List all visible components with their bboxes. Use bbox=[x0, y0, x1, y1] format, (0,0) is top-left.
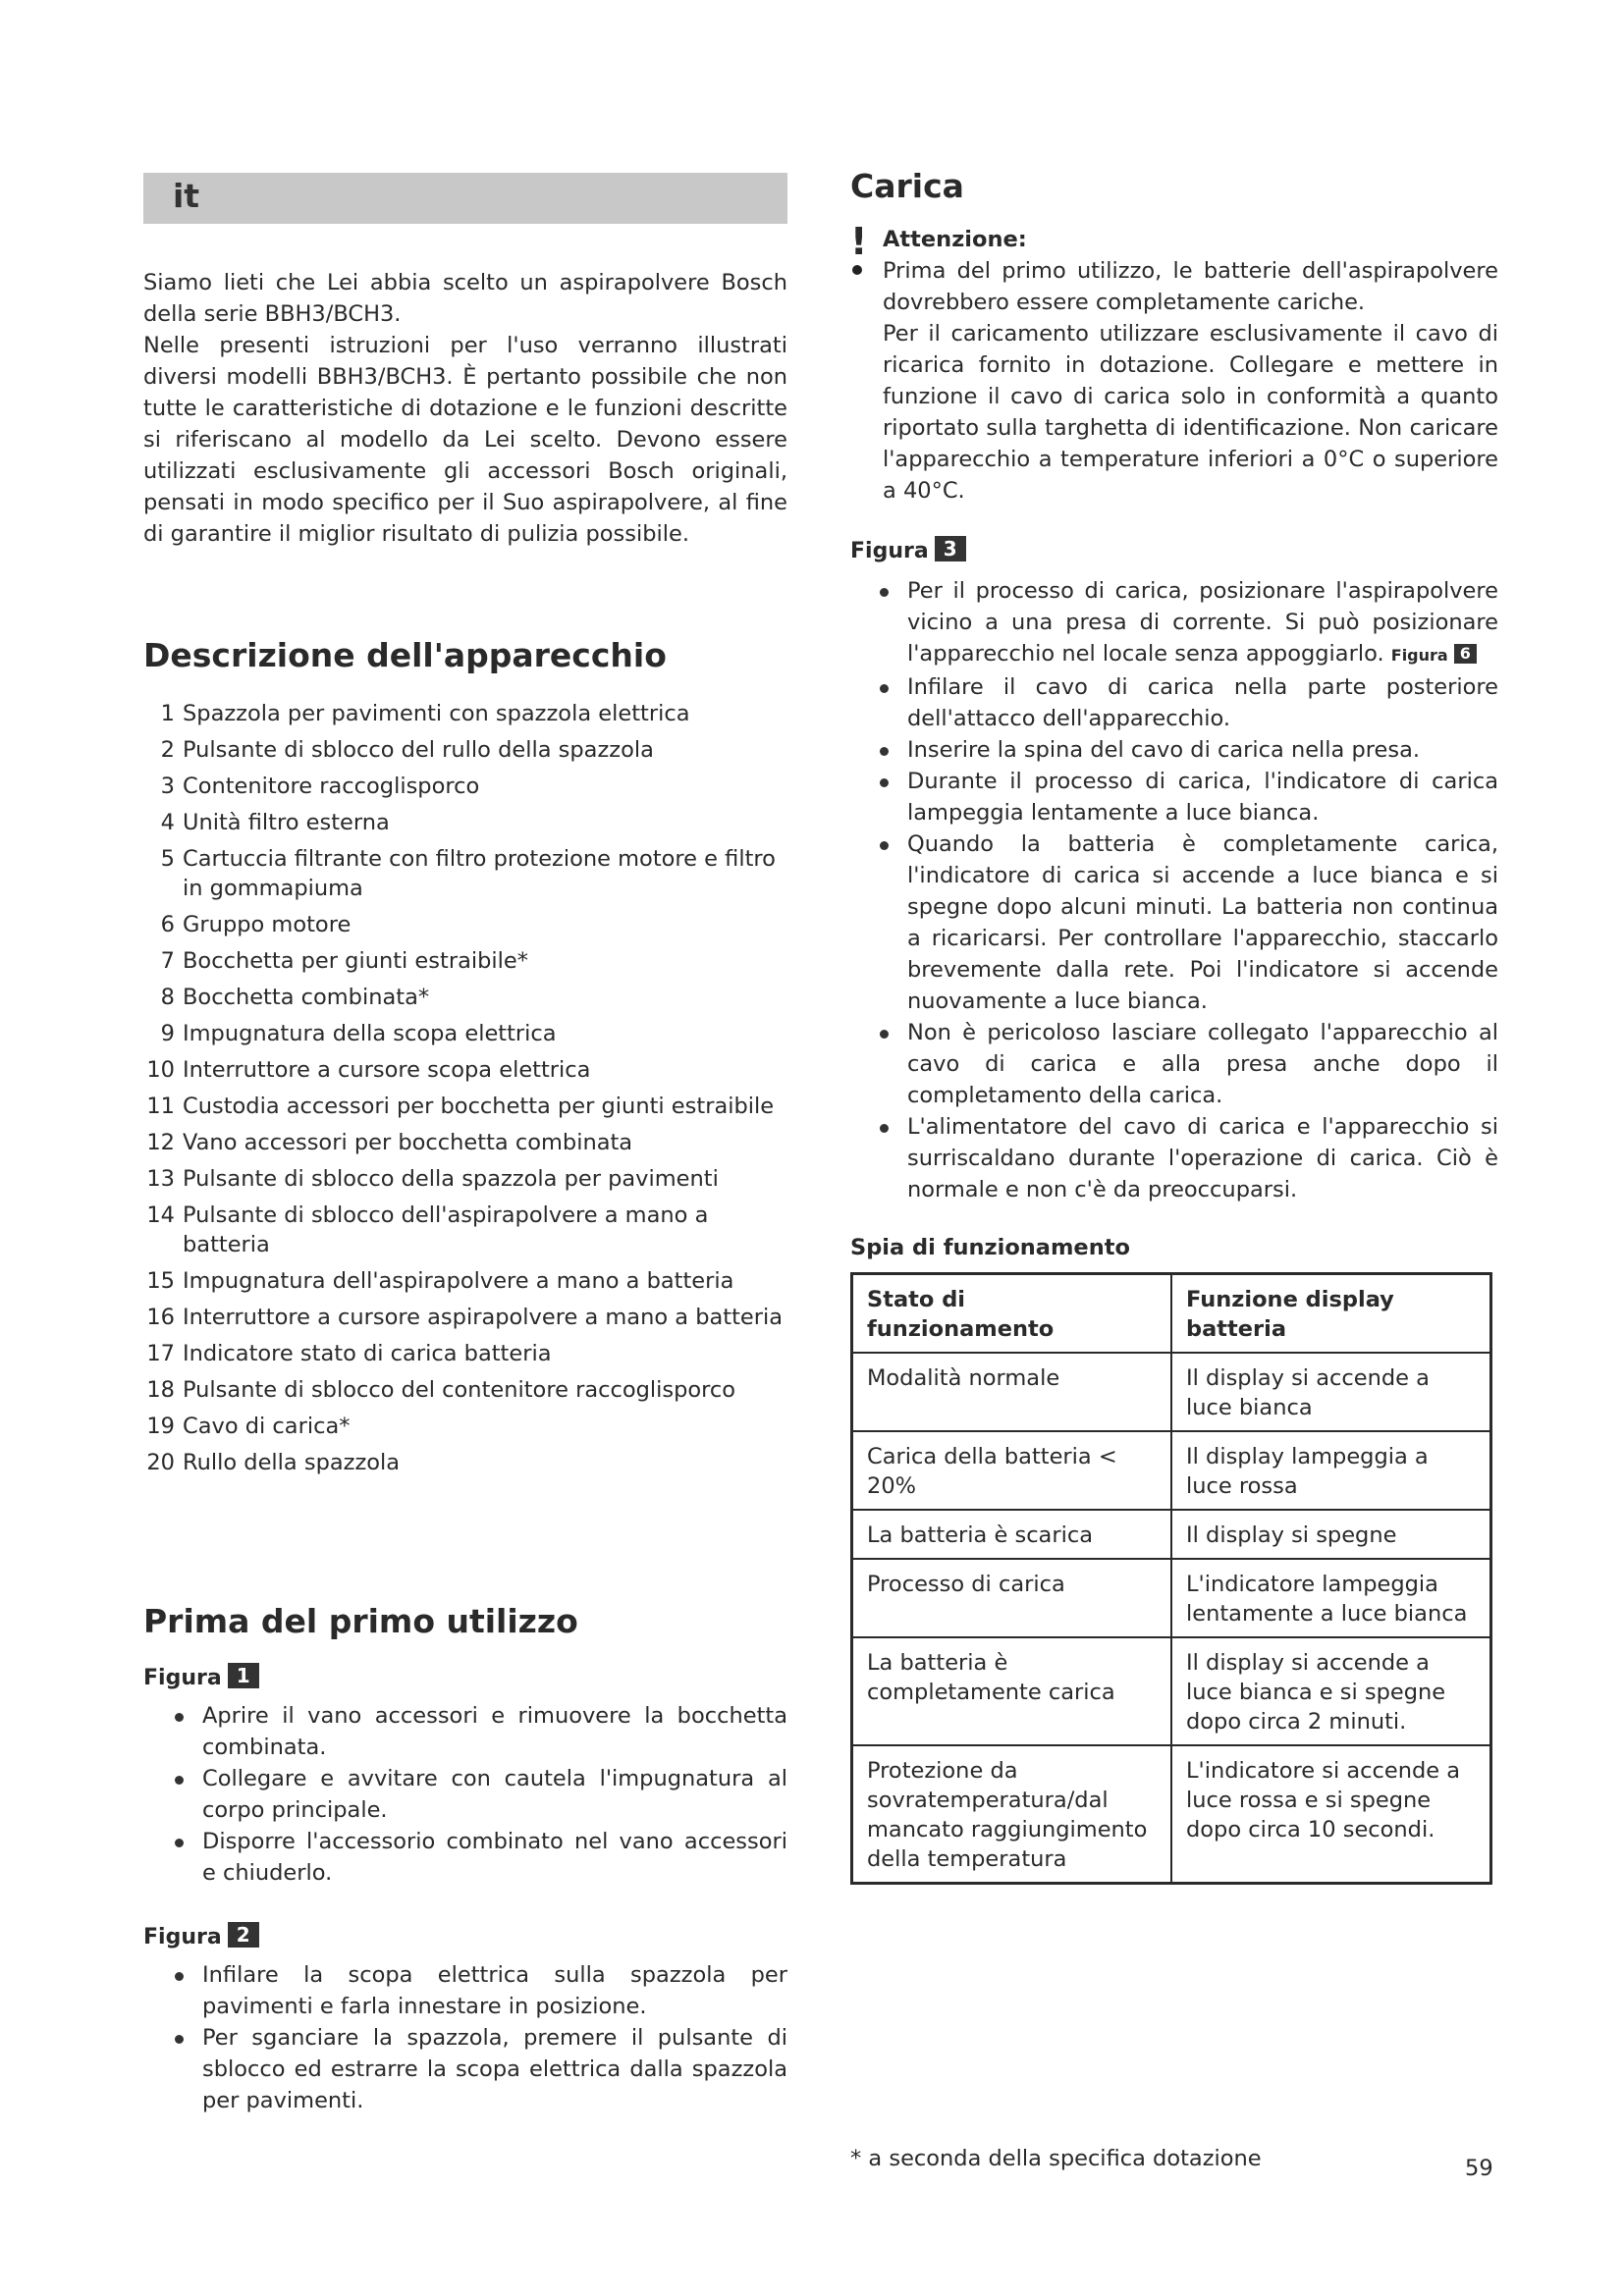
table-cell-display: L'indicatore lampeggia lentamente a luce bianca bbox=[1171, 1559, 1491, 1637]
item-number: 2 bbox=[160, 737, 175, 763]
figure-1-label: Figura 1 bbox=[143, 1663, 259, 1690]
list-item: Per il processo di carica, posizionare l'aspirapolvere vicino a una presa di corrente. Si può posizionare l'apparecchio nel locale senza appoggiarlo. Figura 6 bbox=[876, 575, 1498, 671]
figure-3-label: Figura 3 bbox=[850, 536, 966, 563]
list-item bbox=[143, 1266, 787, 1296]
figure-1-bullets bbox=[171, 1700, 787, 1889]
list-item bbox=[143, 1339, 787, 1368]
list-item: Aprire il vano accessori e rimuovere la bocchetta combinata. bbox=[171, 1700, 787, 1763]
status-table-body bbox=[852, 1353, 1491, 1884]
table-row bbox=[852, 1510, 1491, 1559]
list-item: Disporre l'accessorio combinato nel vano accessori e chiuderlo. bbox=[171, 1826, 787, 1889]
list-item bbox=[143, 1164, 787, 1194]
item-number: 15 bbox=[146, 1268, 175, 1294]
item-text: Pulsante di sblocco dell'aspirapolvere a mano a batteria bbox=[183, 1202, 709, 1257]
item-number: 7 bbox=[160, 948, 175, 974]
list-item bbox=[143, 844, 787, 903]
item-text: Rullo della spazzola bbox=[183, 1450, 401, 1475]
list-item: Durante il processo di carica, l'indicatore di carica lampeggia lentamente a luce bianca. bbox=[876, 766, 1498, 828]
table-row bbox=[852, 1637, 1491, 1745]
table-row bbox=[852, 1431, 1491, 1510]
table-row bbox=[852, 1353, 1491, 1431]
item-text: Interruttore a cursore aspirapolvere a mano a batteria bbox=[183, 1305, 784, 1330]
list-item bbox=[143, 1412, 787, 1441]
item-number: 3 bbox=[160, 774, 175, 799]
list-item bbox=[143, 772, 787, 801]
item-number: 10 bbox=[146, 1057, 175, 1083]
table-header-row bbox=[852, 1274, 1491, 1354]
item-text: Impugnatura della scopa elettrica bbox=[183, 1021, 557, 1046]
item-number: 6 bbox=[160, 912, 175, 937]
list-item bbox=[143, 808, 787, 837]
list-item bbox=[143, 1375, 787, 1405]
item-text: Spazzola per pavimenti con spazzola elettrica bbox=[183, 701, 690, 726]
item-text: Cavo di carica* bbox=[183, 1414, 351, 1439]
list-item: Inserire la spina del cavo di carica nella presa. bbox=[876, 734, 1498, 766]
figure-3-number: 3 bbox=[935, 536, 966, 561]
list-item bbox=[143, 1055, 787, 1085]
attention-box bbox=[850, 220, 1498, 507]
figure-6-label: Figura bbox=[1390, 646, 1448, 665]
figure-2-bullets bbox=[171, 1959, 787, 2116]
table-cell-state: Carica della batteria < 20% bbox=[852, 1431, 1172, 1510]
list-item bbox=[143, 1019, 787, 1048]
intro-paragraph-1: Siamo lieti che Lei abbia scelto un aspirapolvere Bosch della serie BBH3/BCH3. bbox=[143, 270, 787, 327]
item-number: 20 bbox=[146, 1450, 175, 1475]
item-text: Impugnatura dell'aspirapolvere a mano a batteria bbox=[183, 1268, 734, 1294]
item-number: 8 bbox=[160, 985, 175, 1010]
list-item bbox=[143, 1092, 787, 1121]
item-text: Bocchetta per giunti estraibile* bbox=[183, 948, 528, 974]
table-row bbox=[852, 1559, 1491, 1637]
first-use-heading: Prima del primo utilizzo bbox=[143, 1602, 578, 1640]
table-cell-state: La batteria è completamente carica bbox=[852, 1637, 1172, 1745]
item-text: Indicatore stato di carica batteria bbox=[183, 1341, 552, 1366]
item-number: 1 bbox=[160, 701, 175, 726]
footnote: * a seconda della specifica dotazione bbox=[850, 2146, 1262, 2171]
figure-2-number: 2 bbox=[228, 1922, 259, 1948]
list-item bbox=[143, 910, 787, 939]
description-heading: Descrizione dell'apparecchio bbox=[143, 636, 667, 674]
table-cell-state: Processo di carica bbox=[852, 1559, 1172, 1637]
figure-1-number: 1 bbox=[228, 1663, 259, 1688]
intro-paragraph-2: Nelle presenti istruzioni per l'uso verranno illustrati diversi modelli BBH3/BCH3. È pertanto possibile che non tutte le caratteristiche di dotazione e le funzioni descritte si riferiscano al modello da Lei scelto. Devono essere utilizzati esclusivamente gli accessori Bosch originali, pensati in modo specifico per il Suo aspirapolvere, al fine di garantire il miglior risultato di pulizia possibile. bbox=[143, 333, 787, 547]
list-item bbox=[143, 699, 787, 728]
warning-icon: ! bbox=[850, 220, 868, 263]
item-number: 16 bbox=[146, 1305, 175, 1330]
table-cell-state: Protezione da sovratemperatura/dal mancato raggiungimento della temperatura bbox=[852, 1745, 1172, 1884]
item-number: 4 bbox=[160, 810, 175, 835]
page-number: 59 bbox=[1465, 2156, 1493, 2181]
item-text: Custodia accessori per bocchetta per giunti estraibile bbox=[183, 1094, 775, 1119]
figure-6-number: 6 bbox=[1454, 644, 1477, 664]
item-number: 11 bbox=[146, 1094, 175, 1119]
figure-2-label: Figura 2 bbox=[143, 1922, 259, 1949]
item-number: 12 bbox=[146, 1130, 175, 1155]
list-item bbox=[143, 1201, 787, 1259]
list-item bbox=[143, 1303, 787, 1332]
list-item bbox=[143, 946, 787, 976]
item-number: 19 bbox=[146, 1414, 175, 1439]
description-list bbox=[143, 699, 787, 1484]
table-cell-state: Modalità normale bbox=[852, 1353, 1172, 1431]
list-item: Infilare la scopa elettrica sulla spazzola per pavimenti e farla innestare in posizione. bbox=[171, 1959, 787, 2022]
list-item: L'alimentatore del cavo di carica e l'apparecchio si surriscaldano durante l'operazione di carica. Ciò è normale e non c'è da preoccuparsi. bbox=[876, 1111, 1498, 1205]
item-text: Gruppo motore bbox=[183, 912, 352, 937]
table-row bbox=[852, 1745, 1491, 1884]
charge-bullets bbox=[876, 575, 1498, 1205]
table-cell-display: L'indicatore si accende a luce rossa e si spegne dopo circa 10 secondi. bbox=[1171, 1745, 1491, 1884]
warning-dot-icon bbox=[852, 265, 862, 275]
attention-title: Attenzione: bbox=[883, 227, 1027, 252]
intro-text bbox=[143, 267, 787, 550]
list-item bbox=[143, 983, 787, 1012]
list-item bbox=[143, 1128, 787, 1157]
item-text: Interruttore a cursore scopa elettrica bbox=[183, 1057, 591, 1083]
language-tag: it bbox=[173, 177, 200, 215]
attention-text-2: Per il caricamento utilizzare esclusivamente il cavo di ricarica fornito in dotazione. Collegare e mettere in funzione il cavo di carica solo in conformità a quanto riportato sulla targhetta di identificazione. Non caricare l'apparecchio a temperature inferiori a 0°C o superiore a 40°C. bbox=[883, 321, 1498, 504]
item-text: Bocchetta combinata* bbox=[183, 985, 430, 1010]
list-item: Quando la batteria è completamente carica, l'indicatore di carica si accende a luce bianca e si spegne dopo alcuni minuti. La batteria non continua a ricaricarsi. Per controllare l'apparecchio, staccarlo brevemente dalla rete. Poi l'indicatore si accende nuovamente a luce bianca. bbox=[876, 828, 1498, 1017]
item-text: Vano accessori per bocchetta combinata bbox=[183, 1130, 633, 1155]
item-number: 5 bbox=[160, 846, 175, 872]
item-text: Pulsante di sblocco del rullo della spazzola bbox=[183, 737, 654, 763]
item-number: 13 bbox=[146, 1166, 175, 1192]
item-text: Contenitore raccoglisporco bbox=[183, 774, 480, 799]
table-cell-display: Il display si accende a luce bianca e si spegne dopo circa 2 minuti. bbox=[1171, 1637, 1491, 1745]
item-number: 9 bbox=[160, 1021, 175, 1046]
status-table bbox=[850, 1272, 1492, 1885]
item-text: Unità filtro esterna bbox=[183, 810, 390, 835]
charge-heading: Carica bbox=[850, 167, 964, 205]
table-cell-display: Il display lampeggia a luce rossa bbox=[1171, 1431, 1491, 1510]
item-text: Pulsante di sblocco del contenitore raccoglisporco bbox=[183, 1377, 736, 1403]
list-item: Infilare il cavo di carica nella parte posteriore dell'attacco dell'apparecchio. bbox=[876, 671, 1498, 734]
list-item bbox=[143, 735, 787, 765]
table-cell-display: Il display si spegne bbox=[1171, 1510, 1491, 1559]
list-item: Non è pericoloso lasciare collegato l'apparecchio al cavo di carica e alla presa anche dopo il completamento della carica. bbox=[876, 1017, 1498, 1111]
list-item: Per sganciare la spazzola, premere il pulsante di sblocco ed estrarre la scopa elettrica dalla spazzola per pavimenti. bbox=[171, 2022, 787, 2116]
list-item bbox=[143, 1448, 787, 1477]
table-cell-display: Il display si accende a luce bianca bbox=[1171, 1353, 1491, 1431]
table-cell-state: La batteria è scarica bbox=[852, 1510, 1172, 1559]
item-text: Cartuccia filtrante con filtro protezione motore e filtro in gommapiuma bbox=[183, 846, 776, 901]
table-header-state: Stato di funzionamento bbox=[852, 1274, 1172, 1354]
item-number: 14 bbox=[146, 1202, 175, 1228]
item-number: 18 bbox=[146, 1377, 175, 1403]
item-number: 17 bbox=[146, 1341, 175, 1366]
table-header-display: Funzione display batteria bbox=[1171, 1274, 1491, 1354]
status-table-title: Spia di funzionamento bbox=[850, 1235, 1130, 1260]
attention-text-1: Prima del primo utilizzo, le batterie dell'aspirapolvere dovrebbero essere completamente cariche. bbox=[883, 258, 1498, 315]
item-text: Pulsante di sblocco della spazzola per pavimenti bbox=[183, 1166, 719, 1192]
language-bar bbox=[143, 173, 787, 224]
list-item: Collegare e avvitare con cautela l'impugnatura al corpo principale. bbox=[171, 1763, 787, 1826]
